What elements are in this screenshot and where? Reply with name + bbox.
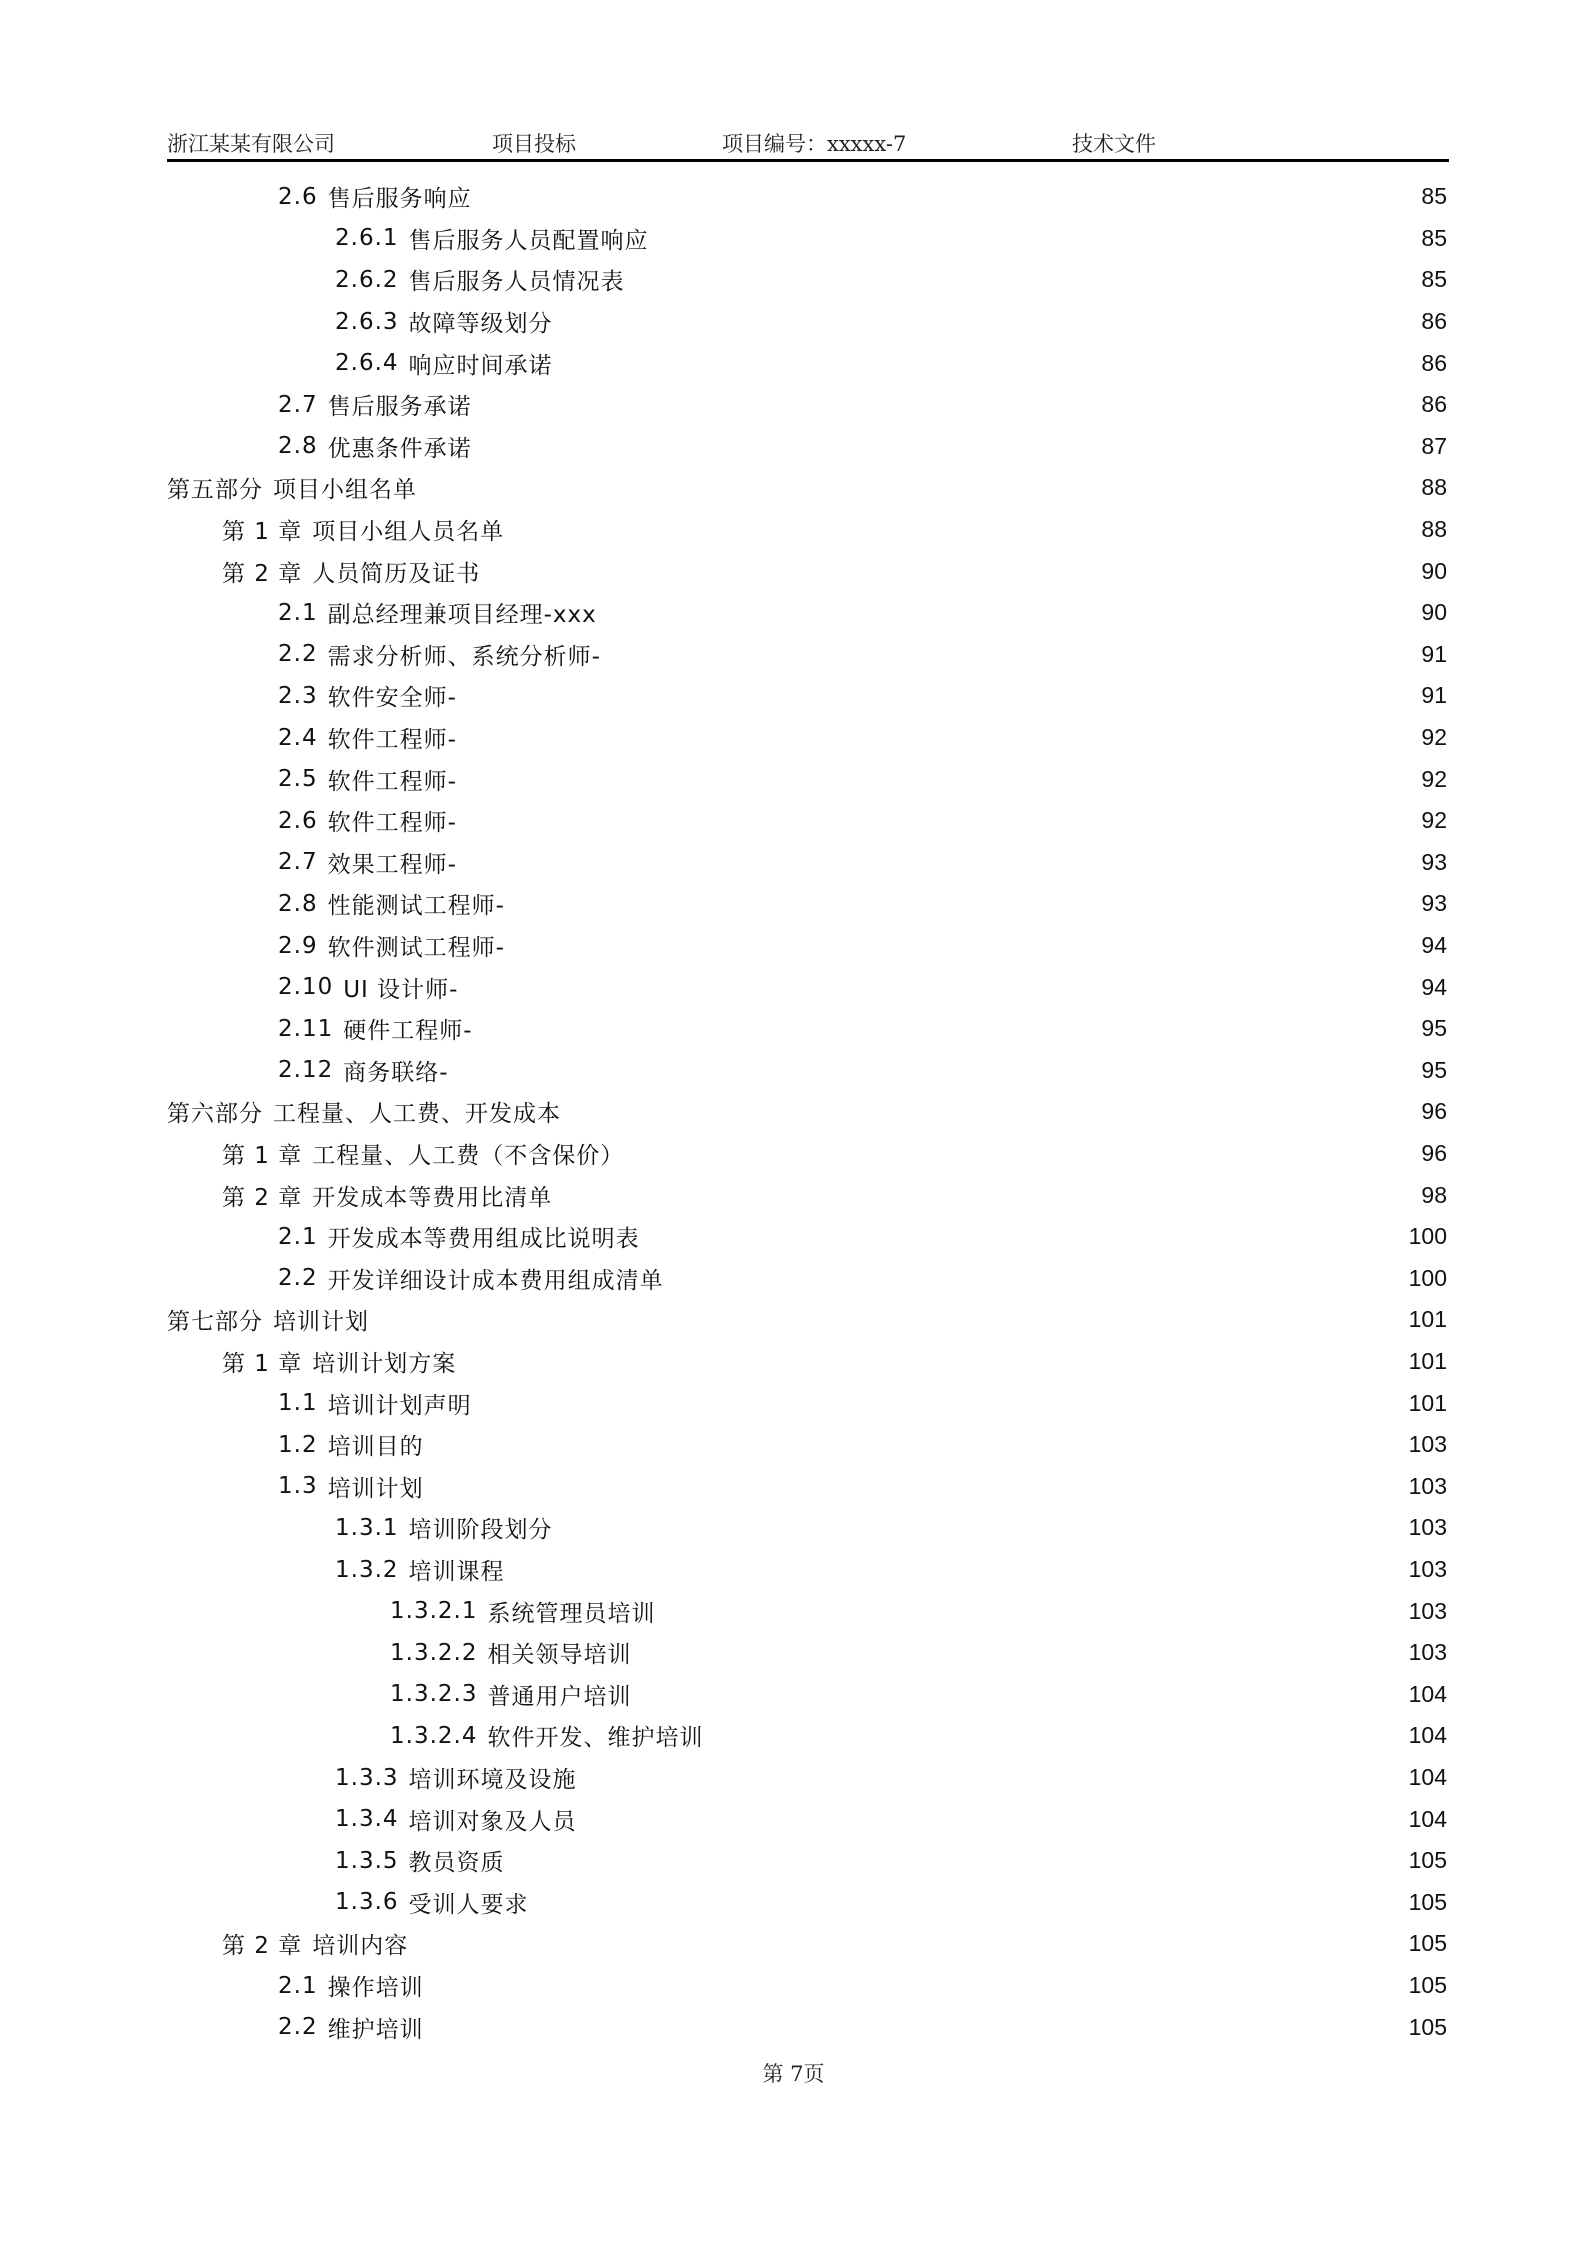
dot-leader <box>430 2006 1403 2048</box>
toc-entry-page: 98 <box>1421 1181 1447 1208</box>
toc-entry[interactable] <box>335 342 1447 384</box>
toc-entry-title: 硬件工程师- <box>343 1018 473 1045</box>
toc-entry[interactable] <box>335 218 1447 260</box>
dot-leader <box>637 1674 1402 1716</box>
dot-leader <box>661 1590 1402 1632</box>
toc-entry-title: 项目小组人员名单 <box>312 519 505 546</box>
toc-entry-title: 操作培训 <box>327 1975 424 2002</box>
toc-entry-title: 人员简历及证书 <box>312 560 481 587</box>
page-footer: 第 7页 <box>762 2062 825 2086</box>
dot-leader <box>414 1923 1402 1965</box>
toc-entry-number: 1.3.1 <box>335 1514 399 1541</box>
dot-leader <box>479 1008 1413 1050</box>
toc-entry-page: 85 <box>1421 224 1447 251</box>
header-doc-type: 技术文件 <box>1072 132 1156 156</box>
toc-entry-number: 1.3.6 <box>335 1889 399 1916</box>
toc-entry-number: 2.2 <box>278 641 318 668</box>
toc-entry[interactable] <box>335 259 1447 301</box>
toc-entry-title: 开发成本等费用组成比说明表 <box>327 1226 640 1253</box>
toc-entry[interactable] <box>278 1258 1447 1300</box>
toc-entry-title: 培训计划 <box>327 1475 424 1502</box>
toc-entry-page: 104 <box>1408 1722 1447 1749</box>
toc-entry-title: 软件工程师- <box>327 768 457 795</box>
toc-entry-number: 2.1 <box>278 1223 318 1250</box>
toc-entry-number: 2.5 <box>278 766 318 793</box>
toc-entry-number: 1.2 <box>278 1431 318 1458</box>
toc-entry-title: 开发详细设计成本费用组成清单 <box>327 1267 664 1294</box>
dot-leader <box>478 176 1413 218</box>
toc-entry-page: 95 <box>1421 1056 1447 1083</box>
toc-entry-title: 培训课程 <box>408 1559 505 1586</box>
toc-entry[interactable] <box>278 758 1447 800</box>
toc-entry[interactable] <box>222 550 1447 592</box>
toc-entry-number: 2.12 <box>278 1057 334 1084</box>
toc-entry[interactable] <box>222 1923 1447 1965</box>
dot-leader <box>607 634 1413 676</box>
toc-entry-number: 2.1 <box>278 1972 318 1999</box>
dot-leader <box>646 1216 1403 1258</box>
toc-entry[interactable] <box>335 1798 1447 1840</box>
toc-entry-page: 92 <box>1421 724 1447 751</box>
toc-entry-number: 2.7 <box>278 849 318 876</box>
toc-entry-page: 105 <box>1408 1930 1447 1957</box>
toc-entry[interactable] <box>335 301 1447 343</box>
toc-entry[interactable] <box>278 2006 1447 2048</box>
toc-entry-number: 第 2 章 <box>222 1933 303 1960</box>
toc-entry-title: 相关领导培训 <box>487 1642 632 1669</box>
toc-entry-title: 效果工程师- <box>327 851 457 878</box>
toc-entry-number: 2.2 <box>278 1265 318 1292</box>
toc-entry[interactable] <box>278 966 1447 1008</box>
dot-leader <box>375 1299 1403 1341</box>
header-divider <box>167 159 1449 162</box>
dot-leader <box>535 1882 1403 1924</box>
toc-entry[interactable] <box>390 1674 1447 1716</box>
toc-entry[interactable] <box>278 1008 1447 1050</box>
toc-entry-title: 普通用户培训 <box>487 1683 632 1710</box>
dot-leader <box>478 426 1413 468</box>
header-company: 浙江某某有限公司 <box>167 132 335 156</box>
toc-entry-number: 第 2 章 <box>222 560 303 587</box>
toc-entry-page: 104 <box>1408 1805 1447 1832</box>
toc-entry[interactable] <box>278 925 1447 967</box>
toc-entry[interactable] <box>278 717 1447 759</box>
toc-entry[interactable] <box>278 426 1447 468</box>
toc-entry[interactable] <box>222 509 1447 551</box>
toc-entry-page: 94 <box>1421 973 1447 1000</box>
toc-entry-number: 1.3.5 <box>335 1847 399 1874</box>
dot-leader <box>463 842 1413 884</box>
toc-entry-title: 工程量、人工费、开发成本 <box>273 1101 561 1128</box>
toc-entry-page: 92 <box>1421 765 1447 792</box>
toc-entry-page: 101 <box>1408 1389 1447 1416</box>
page-header <box>167 124 1447 160</box>
dot-leader <box>423 467 1413 509</box>
toc-entry-number: 第六部分 <box>167 1101 263 1128</box>
toc-entry-title: 软件工程师- <box>327 727 457 754</box>
dot-leader <box>510 509 1413 551</box>
toc-entry[interactable] <box>278 1050 1447 1092</box>
toc-entry-number: 2.6.1 <box>335 225 399 252</box>
toc-entry-title: 培训对象及人员 <box>408 1808 577 1835</box>
toc-entry-title: 系统管理员培训 <box>487 1600 656 1627</box>
toc-entry-page: 104 <box>1408 1680 1447 1707</box>
toc-entry-page: 92 <box>1421 807 1447 834</box>
toc-entry-number: 2.11 <box>278 1015 334 1042</box>
toc-entry-title: 商务联络- <box>343 1059 449 1086</box>
toc-entry-number: 2.8 <box>278 890 318 917</box>
toc-entry-title: 培训计划 <box>273 1309 369 1336</box>
toc-entry[interactable] <box>278 1382 1447 1424</box>
toc-entry-title: 副总经理兼项目经理-xxx <box>327 602 597 629</box>
toc-entry[interactable] <box>167 1091 1447 1133</box>
toc-entry-number: 1.3 <box>278 1473 318 1500</box>
dot-leader <box>455 1050 1413 1092</box>
dot-leader <box>709 1715 1402 1757</box>
toc-entry[interactable] <box>278 634 1447 676</box>
toc-entry-page: 100 <box>1408 1264 1447 1291</box>
dot-leader <box>567 1091 1413 1133</box>
dot-leader <box>430 1424 1403 1466</box>
dot-leader <box>511 925 1413 967</box>
toc-entry-number: 2.6.2 <box>335 266 399 293</box>
dot-leader <box>559 301 1413 343</box>
header-project-code: 项目编号：xxxxx-7 <box>722 132 907 156</box>
toc-entry-page: 93 <box>1421 848 1447 875</box>
toc-entry-title: 受训人要求 <box>408 1891 529 1918</box>
dot-leader <box>486 550 1413 592</box>
dot-leader <box>583 1798 1403 1840</box>
toc-entry-title: 培训目的 <box>327 1434 424 1461</box>
toc-entry-number: 2.8 <box>278 433 318 460</box>
dot-leader <box>655 218 1413 260</box>
dot-leader <box>463 800 1413 842</box>
toc-entry-number: 第 1 章 <box>222 519 303 546</box>
toc-entry[interactable] <box>222 1174 1447 1216</box>
toc-entry-title: 教员资质 <box>408 1850 505 1877</box>
dot-leader <box>478 1382 1403 1424</box>
toc-entry[interactable] <box>335 1757 1447 1799</box>
toc-entry[interactable] <box>278 592 1447 634</box>
header-project: 项目投标 <box>492 132 576 156</box>
dot-leader <box>558 1174 1413 1216</box>
toc-entry[interactable] <box>278 1466 1447 1508</box>
toc-entry-title: 需求分析师、系统分析师- <box>327 643 601 670</box>
toc-entry-title: 性能测试工程师- <box>327 893 505 920</box>
toc-entry-page: 85 <box>1421 183 1447 210</box>
dot-leader <box>463 717 1413 759</box>
toc-entry-title: 培训计划声明 <box>327 1392 472 1419</box>
dot-leader <box>559 1507 1403 1549</box>
toc-entry-page: 88 <box>1421 474 1447 501</box>
toc-entry-page: 101 <box>1408 1306 1447 1333</box>
toc-entry-title: 项目小组名单 <box>273 477 417 504</box>
toc-entry-number: 1.3.2.2 <box>390 1639 478 1666</box>
toc-entry-page: 103 <box>1408 1639 1447 1666</box>
toc-entry-title: 响应时间承诺 <box>408 352 553 379</box>
toc-entry-number: 2.2 <box>278 2014 318 2041</box>
toc-entry-number: 1.1 <box>278 1390 318 1417</box>
toc-entry-title: 工程量、人工费（不含保价） <box>312 1143 625 1170</box>
toc-entry[interactable] <box>278 384 1447 426</box>
dot-leader <box>463 758 1413 800</box>
toc-entry-page: 103 <box>1408 1597 1447 1624</box>
toc-entry-number: 2.1 <box>278 599 318 626</box>
toc-entry-title: 售后服务人员情况表 <box>408 269 625 296</box>
toc-entry-page: 105 <box>1408 1888 1447 1915</box>
dot-leader <box>670 1258 1403 1300</box>
toc-entry-number: 1.3.3 <box>335 1764 399 1791</box>
toc-entry-page: 90 <box>1421 557 1447 584</box>
dot-leader <box>464 966 1413 1008</box>
toc-entry-number: 第七部分 <box>167 1309 263 1336</box>
toc-entry-number: 第五部分 <box>167 477 263 504</box>
dot-leader <box>603 592 1413 634</box>
dot-leader <box>583 1757 1403 1799</box>
toc-entry-number: 第 2 章 <box>222 1184 303 1211</box>
toc-entry-title: 软件测试工程师- <box>327 935 505 962</box>
toc-entry[interactable] <box>278 176 1447 218</box>
toc-entry[interactable] <box>278 842 1447 884</box>
toc-entry-number: 1.3.2.1 <box>390 1598 478 1625</box>
toc-entry[interactable] <box>335 1840 1447 1882</box>
toc-entry[interactable] <box>278 1216 1447 1258</box>
toc-entry[interactable] <box>278 1424 1447 1466</box>
toc-entry-page: 94 <box>1421 932 1447 959</box>
dot-leader <box>559 342 1413 384</box>
toc-entry-number: 1.3.2 <box>335 1556 399 1583</box>
toc-entry-number: 2.9 <box>278 932 318 959</box>
toc-entry-page: 95 <box>1421 1015 1447 1042</box>
toc-entry-page: 103 <box>1408 1514 1447 1541</box>
toc-entry-title: 故障等级划分 <box>408 311 553 338</box>
toc-entry-title: 售后服务响应 <box>327 186 472 213</box>
toc-entry[interactable] <box>167 467 1447 509</box>
toc-entry[interactable] <box>222 1341 1447 1383</box>
toc-entry[interactable] <box>167 1299 1447 1341</box>
toc-entry[interactable] <box>390 1590 1447 1632</box>
toc-entry[interactable] <box>335 1549 1447 1591</box>
dot-leader <box>630 1133 1413 1175</box>
toc-entry-title: 开发成本等费用比清单 <box>312 1184 553 1211</box>
toc-entry-page: 105 <box>1408 1847 1447 1874</box>
toc-entry[interactable] <box>335 1507 1447 1549</box>
toc-entry-page: 103 <box>1408 1472 1447 1499</box>
toc-entry-page: 103 <box>1408 1556 1447 1583</box>
toc-entry-page: 88 <box>1421 516 1447 543</box>
dot-leader <box>637 1632 1402 1674</box>
toc-entry-title: 优惠条件承诺 <box>327 435 472 462</box>
toc-entry-page: 96 <box>1421 1098 1447 1125</box>
toc-entry-page: 91 <box>1421 640 1447 667</box>
dot-leader <box>511 1840 1403 1882</box>
toc-entry-page: 101 <box>1408 1348 1447 1375</box>
toc-entry-title: 培训环境及设施 <box>408 1767 577 1794</box>
toc-entry-title: 售后服务人员配置响应 <box>408 227 649 254</box>
toc-entry-page: 86 <box>1421 391 1447 418</box>
toc-entry-page: 104 <box>1408 1764 1447 1791</box>
toc-entry-page: 91 <box>1421 682 1447 709</box>
toc-entry-title: 培训阶段划分 <box>408 1517 553 1544</box>
toc-entry-number: 2.6 <box>278 807 318 834</box>
dot-leader <box>511 1549 1403 1591</box>
toc-entry-number: 1.3.2.3 <box>390 1681 478 1708</box>
toc-entry[interactable] <box>278 883 1447 925</box>
dot-leader <box>463 675 1413 717</box>
toc-entry[interactable] <box>278 800 1447 842</box>
toc-entry-page: 105 <box>1408 2013 1447 2040</box>
dot-leader <box>511 883 1413 925</box>
toc-entry-page: 103 <box>1408 1431 1447 1458</box>
toc-entry[interactable] <box>278 675 1447 717</box>
toc-entry[interactable] <box>335 1882 1447 1924</box>
toc-entry-page: 93 <box>1421 890 1447 917</box>
toc-entry-page: 96 <box>1421 1140 1447 1167</box>
toc-entry[interactable] <box>390 1715 1447 1757</box>
toc-entry[interactable] <box>278 1965 1447 2007</box>
toc-entry-page: 105 <box>1408 1972 1447 1999</box>
toc-entry-title: UI 设计师- <box>343 976 459 1003</box>
toc-entry-number: 2.4 <box>278 724 318 751</box>
toc-entry-number: 2.10 <box>278 974 334 1001</box>
toc-entry-title: 培训计划方案 <box>312 1351 457 1378</box>
toc-entry-title: 培训内容 <box>312 1933 409 1960</box>
toc-entry-number: 2.3 <box>278 682 318 709</box>
dot-leader <box>478 384 1413 426</box>
toc-entry-page: 90 <box>1421 599 1447 626</box>
toc-entry-page: 86 <box>1421 349 1447 376</box>
toc-entry-number: 2.6.4 <box>335 350 399 377</box>
toc-entry-number: 第 1 章 <box>222 1143 303 1170</box>
dot-leader <box>462 1341 1402 1383</box>
dot-leader <box>430 1466 1403 1508</box>
toc-entry-title: 维护培训 <box>327 2016 424 2043</box>
toc-entry-title: 软件工程师- <box>327 810 457 837</box>
toc-entry-page: 85 <box>1421 266 1447 293</box>
toc-entry-title: 售后服务承诺 <box>327 394 472 421</box>
toc-entry-title: 软件开发、维护培训 <box>487 1725 704 1752</box>
toc-entry-number: 第 1 章 <box>222 1351 303 1378</box>
toc-entry-page: 86 <box>1421 308 1447 335</box>
dot-leader <box>430 1965 1403 2007</box>
toc-entry[interactable] <box>390 1632 1447 1674</box>
toc-entry-page: 87 <box>1421 432 1447 459</box>
toc-entry-title: 软件安全师- <box>327 685 457 712</box>
toc-entry[interactable] <box>222 1133 1447 1175</box>
toc-entry-number: 2.6.3 <box>335 308 399 335</box>
toc-entry-number: 1.3.2.4 <box>390 1722 478 1749</box>
toc-entry-page: 100 <box>1408 1223 1447 1250</box>
toc-entry-number: 1.3.4 <box>335 1806 399 1833</box>
toc-entry-number: 2.6 <box>278 183 318 210</box>
dot-leader <box>631 259 1413 301</box>
toc-entry-number: 2.7 <box>278 391 318 418</box>
